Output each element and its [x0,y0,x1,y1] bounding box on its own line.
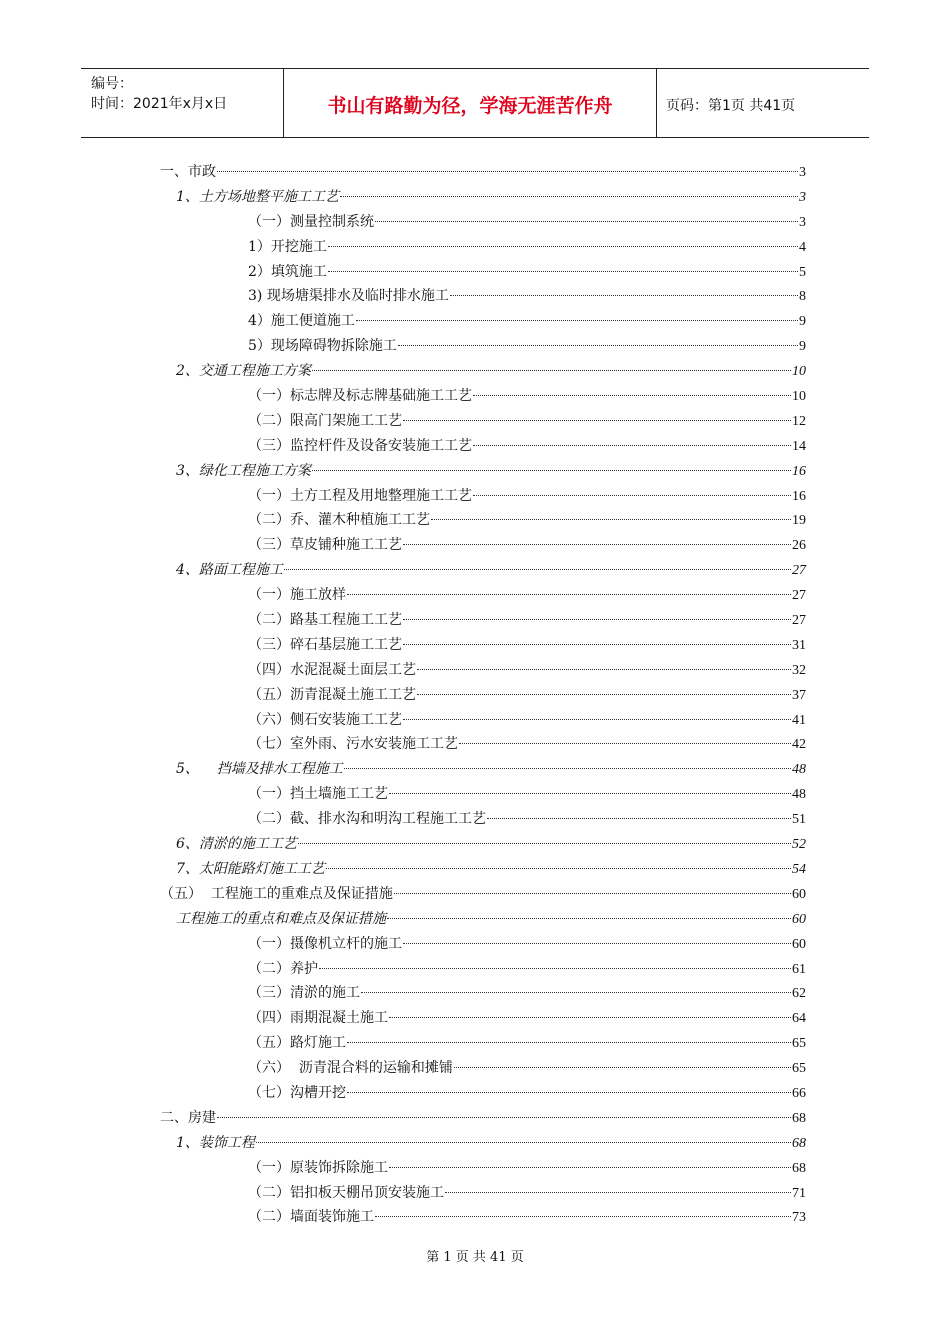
toc-entry[interactable] [160,857,806,882]
toc-entry-title: （三）碎石基层施工工艺 [248,636,402,653]
toc-entry-page: 27 [792,563,806,579]
toc-entry-title: 3、绿化工程施工方案 [176,462,311,479]
toc-entry-title: （一）土方工程及用地整理施工工艺 [248,487,472,504]
toc-dot-leader [417,694,791,695]
toc-entry[interactable] [160,583,806,608]
toc-entry-page: 60 [792,911,806,927]
toc-dot-leader [319,968,791,969]
toc-dot-leader [375,221,798,222]
toc-entry-page: 73 [792,1210,806,1226]
toc-dot-leader [450,295,798,296]
toc-entry[interactable] [160,1181,806,1206]
toc-entry-page: 61 [792,961,806,977]
toc-entry-page: 12 [792,413,806,429]
toc-entry[interactable] [160,757,806,782]
toc-entry-title: （一）标志牌及标志牌基础施工工艺 [248,388,472,405]
toc-entry-page: 71 [792,1185,806,1201]
toc-entry-page: 5 [799,264,806,280]
header-meta-cell [81,69,283,137]
toc-entry-page: 66 [792,1085,806,1101]
toc-entry[interactable] [160,533,806,558]
toc-entry-title: 工程施工的重点和难点及保证措施 [176,910,386,927]
toc-entry-title: （二）铝扣板天棚吊顶安装施工 [248,1184,444,1201]
toc-entry-title: （一）施工放样 [248,587,346,604]
toc-entry-title: （六） 沥青混合料的运输和摊铺 [248,1060,453,1077]
toc-entry-page: 3 [799,165,806,180]
toc-entry[interactable] [160,782,806,807]
toc-entry[interactable] [160,260,806,285]
toc-entry-page: 3 [799,214,806,230]
toc-entry-page: 16 [792,488,806,504]
toc-entry-page: 48 [792,787,806,803]
document-number-label: 编号： [91,76,133,92]
toc-entry[interactable] [160,235,806,260]
toc-entry-page: 9 [799,314,806,330]
toc-dot-leader [403,719,791,720]
toc-entry-title: （一）测量控制系统 [248,213,374,230]
header-motto-cell [283,69,657,137]
toc-entry-title: （七）沟槽开挖 [248,1084,346,1101]
toc-entry[interactable] [160,484,806,509]
toc-dot-leader [431,519,791,520]
toc-dot-leader [347,594,791,595]
toc-entry-page: 42 [792,737,806,753]
toc-entry-title: （四）水泥混凝土面层工艺 [248,661,416,678]
toc-dot-leader [340,196,798,197]
toc-entry-title: （二）墙面装饰施工 [248,1209,374,1226]
toc-dot-leader [459,743,791,744]
toc-entry[interactable] [160,683,806,708]
toc-dot-leader [312,370,791,371]
toc-entry-title: 4、路面工程施工 [176,562,283,579]
toc-dot-leader [361,992,791,993]
toc-entry-title: （一）摄像机立杆的施工 [248,935,402,952]
toc-entry-page: 4 [799,239,806,255]
toc-entry-title: （五）路灯施工 [248,1035,346,1052]
toc-entry[interactable] [160,1106,806,1131]
toc-entry-page: 68 [792,1110,806,1126]
toc-entry-page: 32 [792,662,806,678]
toc-entry-title: （六）侧石安装施工工艺 [248,711,402,728]
toc-dot-leader [389,1017,791,1018]
toc-entry-title: 2、交通工程施工方案 [176,363,311,380]
toc-dot-leader [454,1067,791,1068]
toc-entry[interactable] [160,359,806,384]
toc-dot-leader [256,1142,791,1143]
toc-entry[interactable] [160,309,806,334]
toc-dot-leader [417,669,791,670]
toc-entry-title: 4）施工便道施工 [248,313,355,330]
toc-entry-title: （三）清淤的施工 [248,985,360,1002]
toc-entry-page: 27 [792,588,806,604]
toc-dot-leader [347,1092,791,1093]
toc-entry[interactable] [160,284,806,309]
toc-entry[interactable] [160,558,806,583]
toc-entry-title: （一）挡土墙施工工艺 [248,786,388,803]
toc-dot-leader [403,420,791,421]
toc-dot-leader [298,843,791,844]
toc-entry-title: （二）截、排水沟和明沟工程施工工艺 [248,811,486,828]
toc-entry-title: （三）监控杆件及设备安装施工工艺 [248,437,472,454]
toc-entry-title: 一、市政 [160,164,216,180]
header-page-number: 页码：第1页 共41页 [666,98,796,114]
toc-entry-page: 41 [792,712,806,728]
toc-entry[interactable] [160,882,806,907]
toc-entry[interactable] [160,434,806,459]
toc-entry-page: 27 [792,613,806,629]
toc-entry[interactable] [160,708,806,733]
toc-dot-leader [344,768,791,769]
header-motto: 书山有路勤为径，学海无涯苦作舟 [327,95,613,117]
toc-entry[interactable] [160,658,806,683]
toc-dot-leader [284,569,791,570]
toc-dot-leader [326,868,791,869]
toc-entry-page: 68 [792,1135,806,1151]
toc-entry-title: 5）现场障碍物拆除施工 [248,338,397,355]
toc-entry-title: 2）填筑施工 [248,263,327,280]
toc-entry-page: 64 [792,1011,806,1027]
toc-entry-page: 10 [792,364,806,380]
toc-entry[interactable] [160,732,806,757]
toc-entry[interactable] [160,1205,806,1230]
toc-dot-leader [487,818,791,819]
toc-entry[interactable] [160,957,806,982]
toc-entry-page: 14 [792,438,806,454]
toc-entry[interactable] [160,807,806,832]
toc-entry-title: （二）乔、灌木种植施工工艺 [248,512,430,529]
toc-dot-leader [403,644,791,645]
toc-entry[interactable] [160,907,806,932]
table-of-contents [160,160,806,1230]
toc-entry[interactable] [160,633,806,658]
toc-entry-page: 16 [792,463,806,479]
toc-dot-leader [403,544,791,545]
toc-entry-page: 68 [792,1160,806,1176]
toc-entry[interactable] [160,1006,806,1031]
toc-dot-leader [389,1167,791,1168]
toc-entry-title: （一）原装饰拆除施工 [248,1159,388,1176]
toc-entry[interactable] [160,384,806,409]
toc-entry[interactable] [160,1031,806,1056]
toc-entry-title: 5、 挡墙及排水工程施工 [176,761,343,778]
toc-dot-leader [328,246,798,247]
toc-entry[interactable] [160,1056,806,1081]
toc-dot-leader [389,793,791,794]
toc-dot-leader [394,893,791,894]
toc-dot-leader [356,320,798,321]
toc-entry[interactable] [160,334,806,359]
toc-entry-title: 3) 现场塘渠排水及临时排水施工 [248,288,449,305]
toc-entry-title: 1）开挖施工 [248,238,327,255]
toc-entry-page: 60 [792,886,806,902]
toc-dot-leader [217,1117,791,1118]
toc-entry-page: 52 [792,837,806,853]
toc-entry-title: （三）草皮铺种施工工艺 [248,537,402,554]
toc-entry[interactable] [160,1131,806,1156]
toc-entry[interactable] [160,459,806,484]
toc-entry-title: （二）限高门架施工工艺 [248,412,402,429]
toc-entry[interactable] [160,932,806,957]
toc-entry-page: 65 [792,1061,806,1077]
page-footer: 第 1 页 共 41 页 [426,1250,524,1265]
toc-entry[interactable] [160,185,806,210]
toc-entry-title: 1、装饰工程 [176,1134,255,1151]
header-page-cell [656,69,869,137]
toc-entry-title: （五）沥青混凝土施工工艺 [248,686,416,703]
toc-entry[interactable] [160,832,806,857]
toc-entry-title: （五） 工程施工的重难点及保证措施 [160,885,393,902]
toc-entry[interactable] [160,409,806,434]
toc-entry-page: 60 [792,936,806,952]
toc-entry-page: 10 [792,389,806,405]
toc-entry-page: 48 [792,762,806,778]
toc-dot-leader [473,495,791,496]
toc-entry[interactable] [160,508,806,533]
toc-entry-page: 65 [792,1036,806,1052]
toc-entry-title: （七）室外雨、污水安装施工工艺 [248,736,458,753]
toc-entry[interactable] [160,1081,806,1106]
toc-entry-page: 37 [792,687,806,703]
toc-entry-page: 9 [799,339,806,355]
toc-dot-leader [312,470,791,471]
toc-entry-page: 3 [799,189,806,205]
toc-entry-page: 54 [792,861,806,877]
toc-entry-page: 8 [799,289,806,305]
toc-dot-leader [375,1216,791,1217]
toc-entry[interactable] [160,608,806,633]
toc-entry-title: 7、太阳能路灯施工工艺 [176,860,325,877]
toc-entry-title: （四）雨期混凝土施工 [248,1010,388,1027]
toc-entry[interactable] [160,981,806,1006]
toc-dot-leader [403,619,791,620]
toc-entry-title: 1、土方场地整平施工工艺 [176,188,339,205]
toc-dot-leader [473,395,791,396]
toc-entry-page: 51 [792,812,806,828]
toc-dot-leader [398,345,798,346]
toc-entry[interactable] [160,1156,806,1181]
document-date-label: 时间：2021年x月x日 [91,96,228,112]
toc-dot-leader [328,271,798,272]
toc-entry[interactable] [160,210,806,235]
toc-dot-leader [445,1192,791,1193]
toc-dot-leader [347,1042,791,1043]
toc-entry[interactable] [160,160,806,185]
toc-entry-title: 二、房建 [160,1109,216,1126]
toc-entry-title: 6、清淤的施工工艺 [176,836,297,853]
toc-entry-page: 26 [792,538,806,554]
toc-dot-leader [387,918,791,919]
page-header [81,68,869,138]
toc-dot-leader [217,171,798,172]
toc-entry-page: 62 [792,986,806,1002]
toc-dot-leader [403,943,791,944]
toc-dot-leader [473,445,791,446]
toc-entry-title: （二）路基工程施工工艺 [248,612,402,629]
toc-entry-title: （二）养护 [248,960,318,977]
toc-entry-page: 19 [792,513,806,529]
toc-entry-page: 31 [792,637,806,653]
